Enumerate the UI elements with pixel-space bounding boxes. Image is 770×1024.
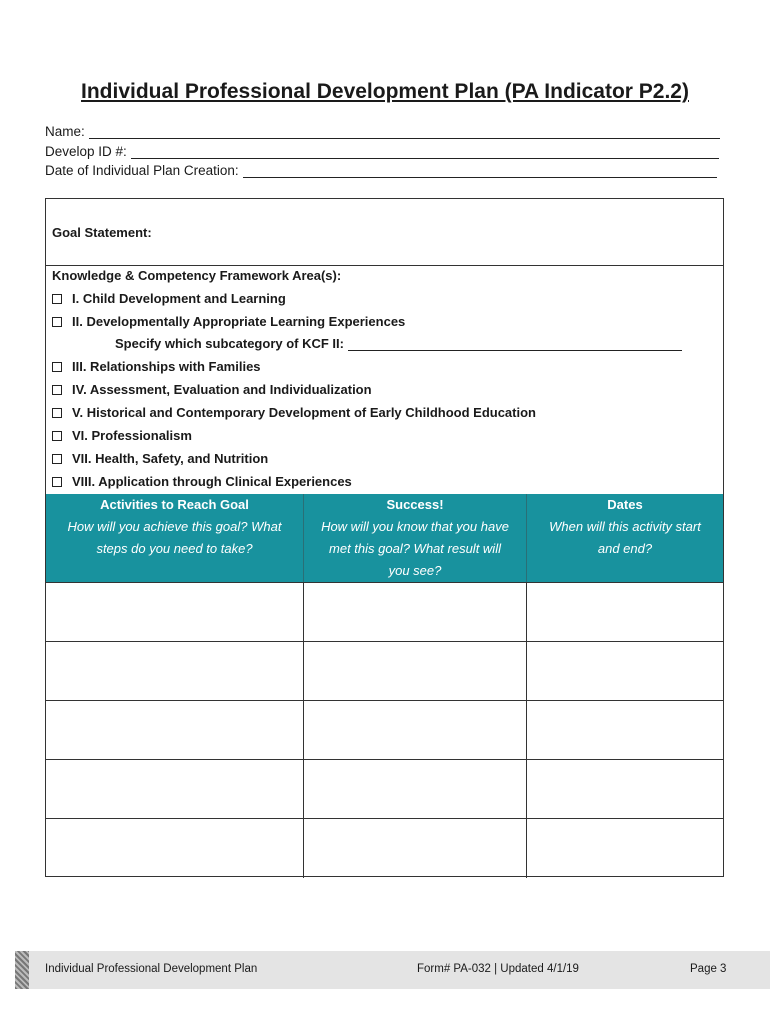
header-activities-sub: steps do you need to take?: [96, 541, 253, 556]
checkbox-icon[interactable]: [52, 431, 62, 441]
develop-id-field[interactable]: [45, 144, 719, 159]
activity-cell[interactable]: [46, 760, 304, 819]
footer-page-number: Page 3: [690, 963, 727, 975]
header-success-sub: met this goal? What result will: [329, 541, 501, 556]
specify-label: Specify which subcategory of KCF II:: [115, 336, 344, 351]
table-row: [46, 641, 723, 701]
date-line[interactable]: [243, 164, 717, 178]
footer-stripe: [15, 951, 29, 989]
header-success-sub: you see?: [388, 563, 442, 578]
kcf-item[interactable]: [52, 474, 352, 489]
dates-cell[interactable]: [527, 760, 723, 819]
kcf-item-label: IV. Assessment, Evaluation and Individualization: [72, 382, 372, 397]
kcf-item-label: III. Relationships with Families: [72, 359, 261, 374]
develop-id-line[interactable]: [131, 145, 719, 159]
develop-id-label: Develop ID #:: [45, 144, 127, 159]
dates-cell[interactable]: [527, 701, 723, 760]
kcf-item[interactable]: [52, 405, 536, 420]
table-row: [46, 582, 723, 642]
date-field[interactable]: [45, 163, 717, 178]
success-cell[interactable]: [304, 642, 527, 701]
header-dates-sub: When will this activity start: [549, 519, 701, 534]
header-dates-sub: and end?: [597, 541, 653, 556]
activity-cell[interactable]: [46, 819, 304, 878]
kcf-item[interactable]: [52, 451, 268, 466]
success-cell[interactable]: [304, 701, 527, 760]
name-line[interactable]: [89, 125, 720, 139]
dates-cell[interactable]: [527, 642, 723, 701]
kcf-item[interactable]: [52, 428, 192, 443]
goal-statement-label: Goal Statement:: [52, 225, 152, 240]
activity-cell[interactable]: [46, 583, 304, 642]
checkbox-icon[interactable]: [52, 294, 62, 304]
footer-form-number: Form# PA-032 | Updated 4/1/19: [417, 963, 579, 975]
dates-cell[interactable]: [527, 819, 723, 878]
kcf-item[interactable]: [52, 359, 261, 374]
success-cell[interactable]: [304, 583, 527, 642]
kcf-item-label: I. Child Development and Learning: [72, 291, 286, 306]
checkbox-icon[interactable]: [52, 362, 62, 372]
kcf-subcategory-field[interactable]: [115, 336, 682, 351]
header-activities-title: Activities to Reach Goal: [100, 497, 249, 512]
table-header-row: [46, 494, 723, 582]
name-field[interactable]: [45, 124, 720, 139]
dates-cell[interactable]: [527, 583, 723, 642]
header-success-sub: How will you know that you have: [321, 519, 509, 534]
activity-cell[interactable]: [46, 701, 304, 760]
kcf-item[interactable]: [52, 291, 286, 306]
footer-doc-title: Individual Professional Development Plan: [45, 963, 258, 975]
plan-box: [45, 198, 724, 877]
table-row: [46, 759, 723, 819]
checkbox-icon[interactable]: [52, 477, 62, 487]
checkbox-icon[interactable]: [52, 317, 62, 327]
checkbox-icon[interactable]: [52, 408, 62, 418]
table-row: [46, 818, 723, 878]
success-cell[interactable]: [304, 760, 527, 819]
date-label: Date of Individual Plan Creation:: [45, 163, 239, 178]
header-dates: [527, 494, 723, 582]
goal-divider: [46, 265, 723, 266]
header-activities-sub: How will you achieve this goal? What: [67, 519, 282, 534]
specify-line[interactable]: [348, 338, 682, 351]
table-row: [46, 700, 723, 760]
kcf-item-label: VII. Health, Safety, and Nutrition: [72, 451, 269, 466]
header-activities: [46, 494, 304, 582]
kcf-item-label: V. Historical and Contemporary Development of Early Childhood Education: [72, 405, 536, 420]
kcf-item-label: II. Developmentally Appropriate Learning Experiences: [72, 314, 406, 329]
kcf-item[interactable]: [52, 382, 372, 397]
header-success: [304, 494, 527, 582]
checkbox-icon[interactable]: [52, 385, 62, 395]
name-label: Name:: [45, 124, 85, 139]
kcf-item[interactable]: [52, 314, 405, 329]
document-title: Individual Professional Development Plan (PA Indicator P2.2): [81, 80, 689, 103]
activity-cell[interactable]: [46, 642, 304, 701]
header-dates-title: Dates: [607, 497, 643, 512]
header-success-title: Success!: [386, 497, 444, 512]
kcf-heading: Knowledge & Competency Framework Area(s):: [52, 268, 342, 283]
kcf-item-label: VI. Professionalism: [72, 428, 192, 443]
kcf-item-label: VIII. Application through Clinical Experiences: [72, 474, 352, 489]
checkbox-icon[interactable]: [52, 454, 62, 464]
page-footer: [15, 951, 770, 989]
success-cell[interactable]: [304, 819, 527, 878]
